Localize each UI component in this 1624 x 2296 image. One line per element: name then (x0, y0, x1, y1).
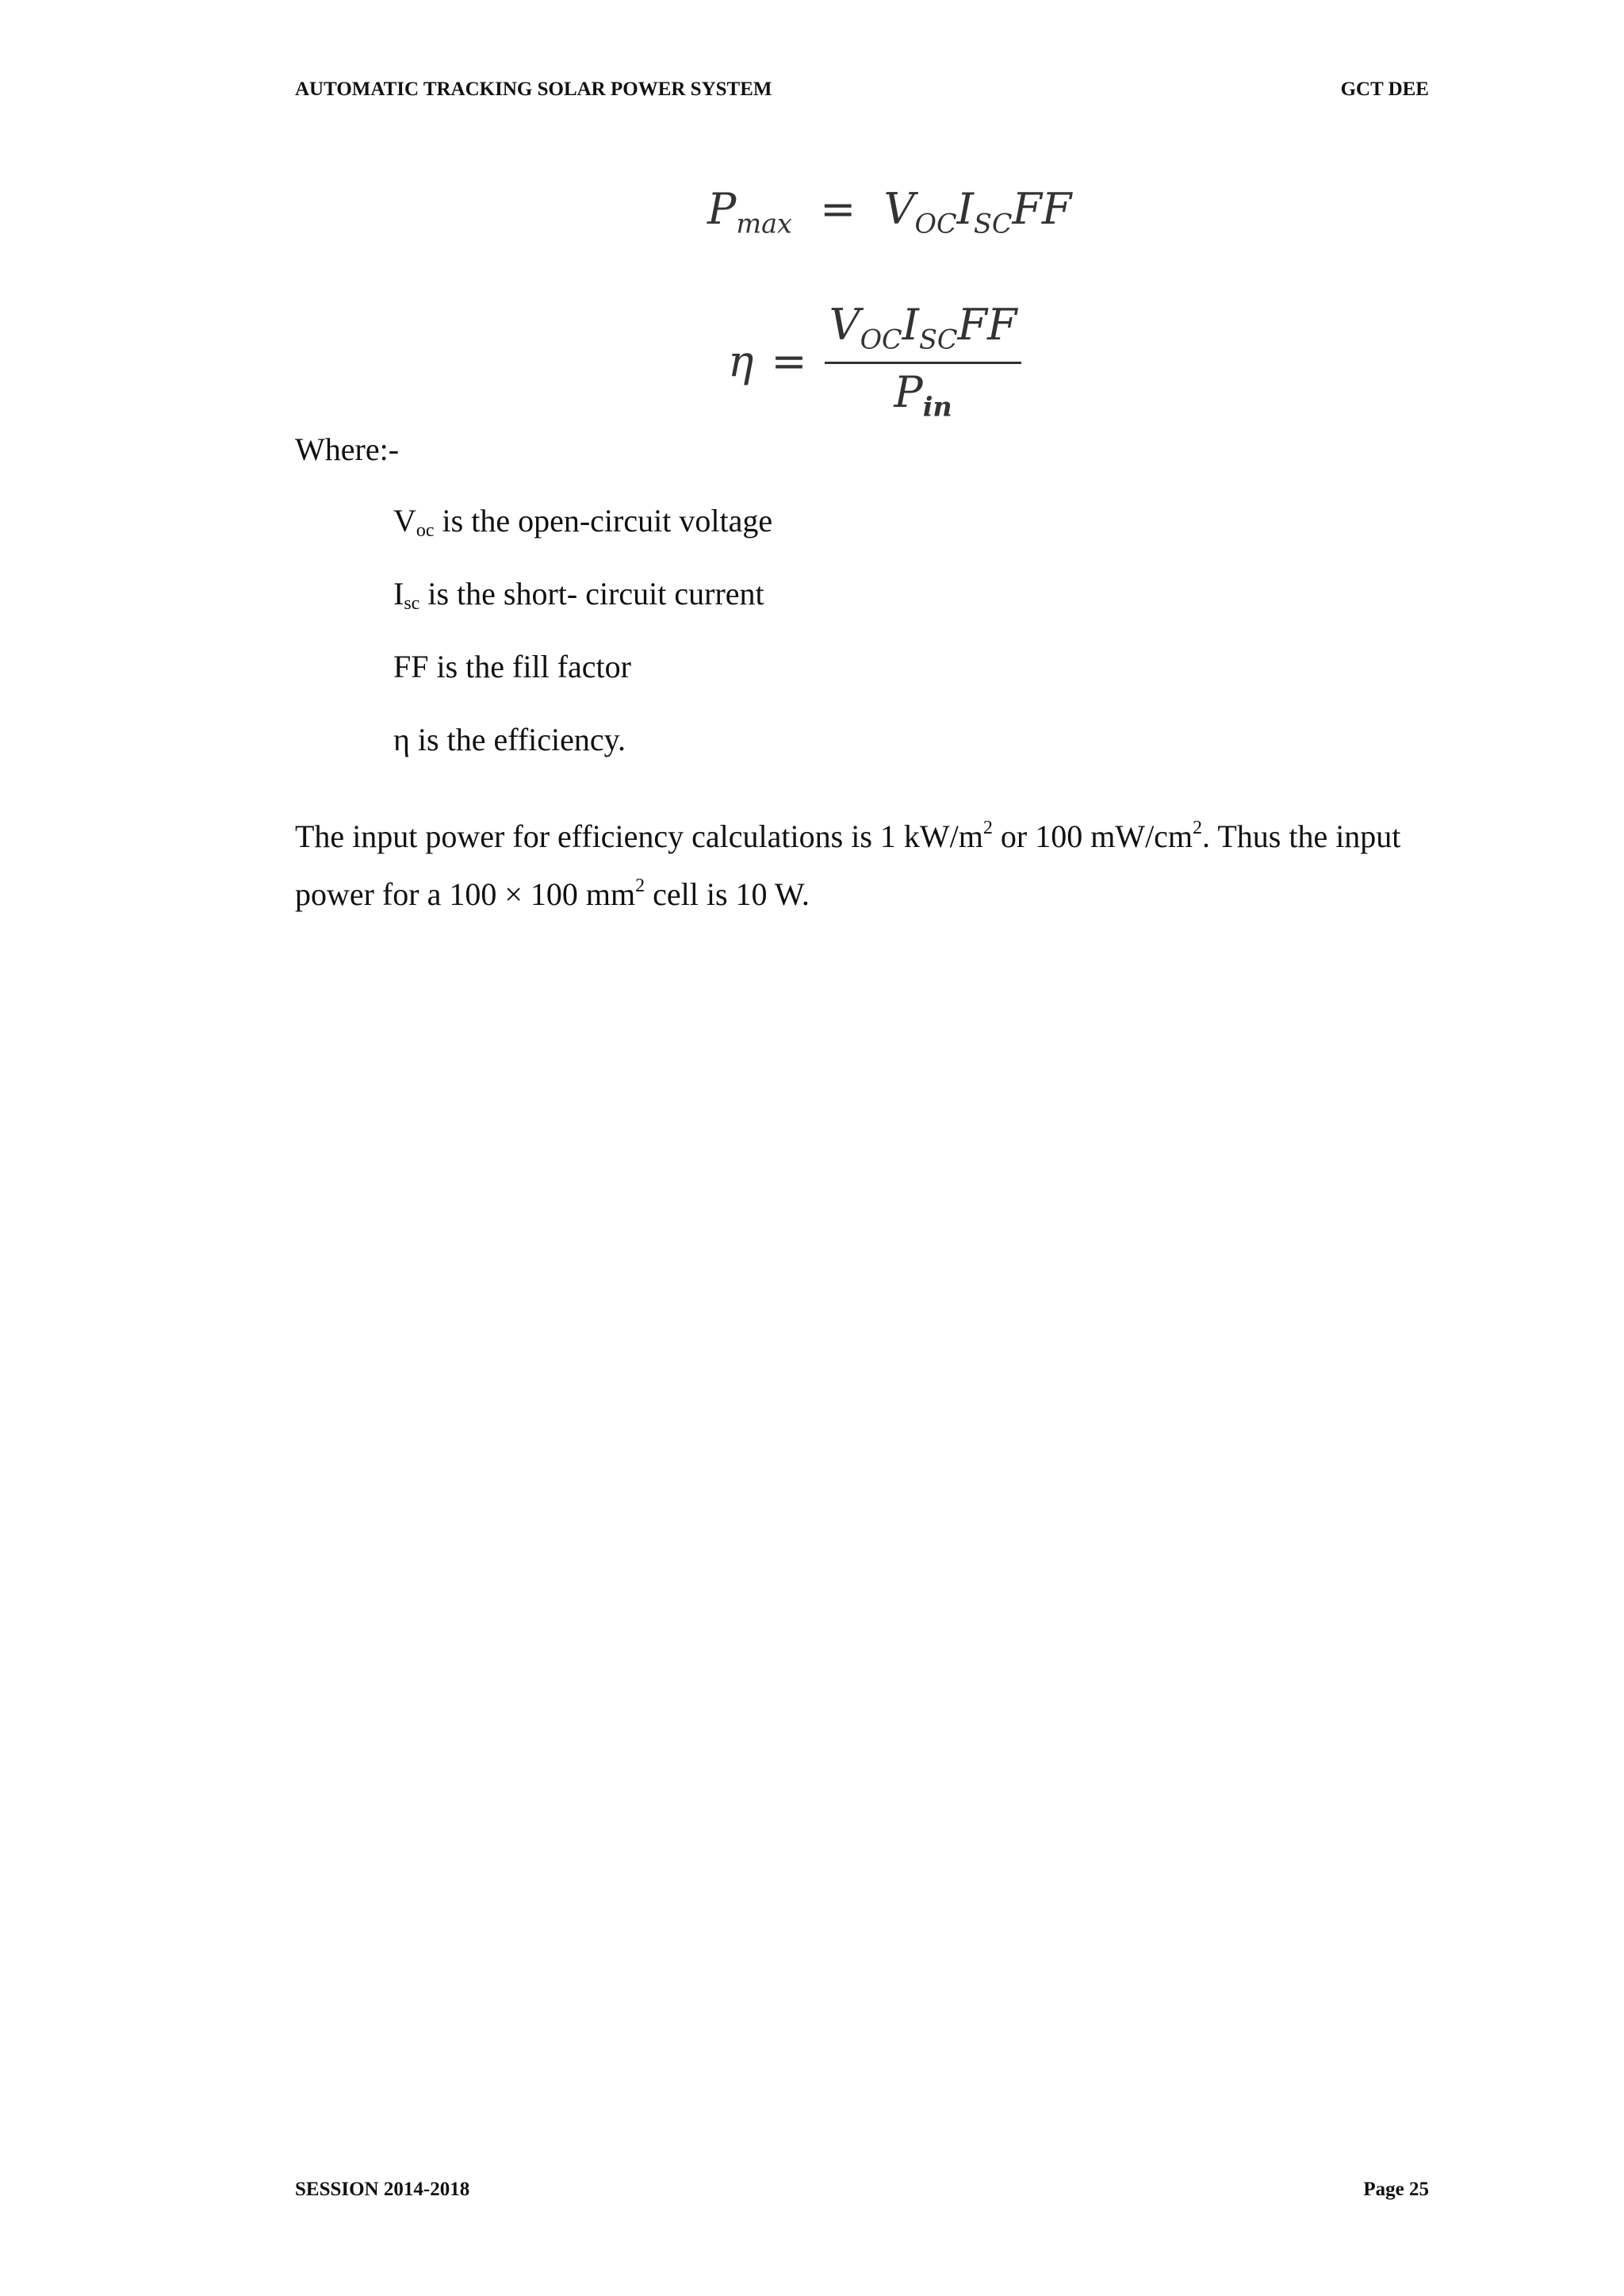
efficiency-fraction (825, 300, 1022, 422)
equation-efficiency: η = $\frac{V_{OC}I_{SC}FF}{P_{in}}$ (728, 300, 1021, 422)
definition-eta: η is the efficiency. (393, 722, 626, 757)
definition-ff: FF is the fill factor (393, 649, 631, 684)
equation-pmax: $P_{max} = V_{OC}I_{SC}FF$ (707, 184, 1072, 240)
running-header-dept: GCT DEE (1340, 79, 1429, 100)
footer-page-number: Page 25 (1363, 2179, 1429, 2200)
definition-voc: $V_{oc}$ is the open-circuit voltage (393, 503, 773, 541)
definition-isc: $I_{sc}$ is the short- circuit current (393, 576, 764, 614)
running-header-title: AUTOMATIC TRACKING SOLAR POWER SYSTEM (295, 79, 772, 100)
input-power-paragraph: The input power for efficiency calculations is 1 $kW/m^2$ or 100 $mW/cm^2$. Thus the input power for a 100 × 100 $mm^2$ cell is 10 W. (295, 818, 1401, 912)
footer-session: SESSION 2014-2018 (295, 2179, 470, 2200)
fraction-numerator: $V_{OC}I_{SC}FF$ (825, 300, 1022, 364)
fraction-denominator: $P_{in}$ (894, 366, 952, 423)
where-label: Where:- (295, 431, 400, 467)
